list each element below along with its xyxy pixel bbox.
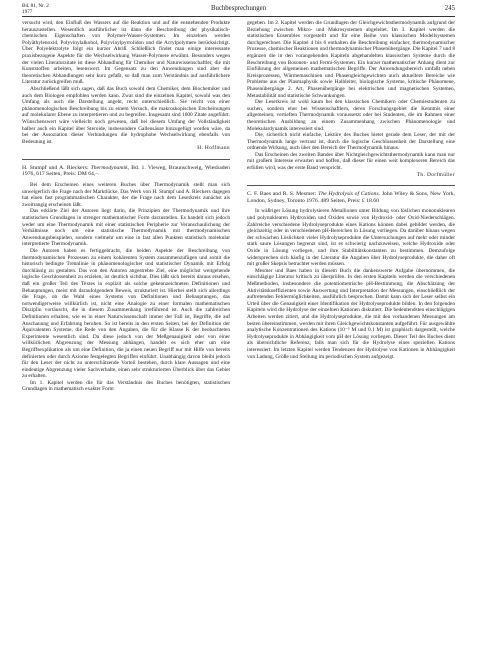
review2-paragraph: gegeben. Im 2. Kapitel werden die Grundlagen der Gleichgewichtsthermodynamik aufgrund der Beziehung zwischen Mikro- und Makrosystemen abgeleitet. Im 3. Kapitel werden die statistischen Ensembles vorgestellt und für eine Reihe von klassischen Modellsystemen durchgerechnet. Die Kapitel 4 bis 6 enthalten die Beschreibung einfacher, thermodynamischer Prozesse, chemischer Reaktionen und thermodynamischer Phasenübergänge. Die Kapitel 7 und 8 ergänzen die in den vorangehenden Kapiteln abgehandelten klassischen Systeme durch die Beschreibung von Bosonen- und Fermi-Systemen. Ein kurzer mathematischer Anhang dient zur Einführung der allgemeinen mathematischen Begriffe. Der Anwendungsbereich umfaßt neben Kreisprozessen, Wärmemaschinen und Phasengleichgewichten auch aktuellere Bereiche wie Probleme aus der Plasmaphysik sowie Halbleiter, biologische Systeme, kritische Phänomene, Phasenübergänge 2. Art, Phasenübergänge bei elektrischen und magnetischen Systemen, Metastabilität und statistische Schwankungen. xyxy=(247,20,455,99)
review2-paragraph: Bei dem Erscheinen eines weiteren Buches über Thermodynamik stellt man sich unweigerlich die Frage nach der Marktlücke. Das Werk von H. Stumpf und A. Rieckers dagegen hat einen fast programmatischen Charakter, der die Frage nach dem Leserkreis zunächst als zweitrangig erscheinen läßt. xyxy=(22,182,230,208)
review2-citation xyxy=(22,165,230,178)
right-column xyxy=(247,20,455,646)
volume-label: Bd. 81, Nr. 2 xyxy=(22,3,49,9)
review2-paragraph: Das Erscheinen des zweiten Bandes über Nichtgleichgewichtsthermodynamik kann man nur mit großem Interesse erwarten und hoffen, daß dieser für einen weit komplexeren Bereich das erfüllen wird, was der erste Band verspricht. xyxy=(247,151,455,172)
citation-authors: C. F. Baes and R. S. Mesmer: xyxy=(247,191,317,198)
review2-paragraph: Im 1. Kapitel werden die für das Verständnis des Buches benötigten, statistischen Grundlagen in mathematisch exakter Form xyxy=(22,379,230,393)
review1-paragraph: Abschließend läßt sich sagen, daß das Buch sowohl dem Chemiker, dem Biochemiker und auch dem Biologen empfohlen werden kann. Zwar sind die einzelnen Kapitel, sowohl was den Umfang als auch die Darstellung angeht, recht unterschiedlich. Sie reicht von einer phänomenologischen Beschreibung bis zu einem Versuch, die makroskopischen Erscheinungen auf molekularer Ebene zu interpretieren und zu begreifen. Insgesamt sind 1600 Zitate angeführt. Wünschenswert wäre vielleicht noch gewesen, daß bei diesem Umfang der Vollständigkeit halber auch ein Kapitel über Steroide, insbesondere Gallensäure hinzugefügt worden wäre, da bei der Assoziation dieser Verbindungen die hydrophobe Wechselwirkung ebenfalls von Bedeutung ist. xyxy=(22,85,230,145)
review2-paragraph: Der Leserkreis ist wohl kaum bei den klassischen Chemikern oder Chemiestudenten zu suchen, sondern eher bei Wissenschaftlern, deren Forschungsgebiet die Kenntnis einer allgemeinen, vertieften Thermodynamik voraussetzt oder bei Studenten, die im Rahmen einer theoretischen Ausbildung an einem Zusammenhang zwischen Phänomenologie und Molekulardynamik interessiert sind. xyxy=(247,99,455,132)
reviewer-signature: H. Hoffmann xyxy=(197,145,230,152)
reviewer-signature: Th. Dorfmüller xyxy=(416,171,455,178)
review-separator xyxy=(22,159,230,160)
section-title: Buchbesprechungen xyxy=(210,5,267,12)
citation-authors: H. Stumpf und A. Rieckers: xyxy=(22,164,89,171)
citation-title: Thermodynamik, xyxy=(90,164,130,171)
review3-paragraph: In wäßriger Lösung hydrolysieren Metallionen unter Bildung von löslichen mononuklearen und polynuklearen Hydroxiden und Oxiden sowie von Hydroxid- oder Oxid-Niederschlägen. Zahlreiche verschiedene Hydrolyseprodukte eines Kations können dabei gebildet werden, die gleichzeitig oder in verschiedenen pH-Bereichen in Lösung vorliegen. Da darüber hinaus wegen der schwachen Löslichkeit vieler Hydrolyseprodukte die Untersuchungen auf mehr oder minder stark saure Lösungen begrenzt sind, ist es schwierig nachzuweisen, welche Hydroxide oder Oxide in Lösung vorliegen, und ihre Stabilitätskonstanten zu bestimmen. Demzufolge widersprechen sich häufig in der Literatur die Angaben über Hydrolyseprodukte, die daher oft mit großer Skepsis betrachtet werden müssen. xyxy=(247,208,455,268)
page-number: 245 xyxy=(444,5,455,12)
left-column xyxy=(22,20,230,646)
review3-paragraph: Mesmer und Baes haben in diesem Buch die dankenswerte Aufgabe übernommen, die einschlägige Literatur kritisch zu überprüfen. In den ersten Kapiteln werden die verschiedenen Meßmethoden, insbesondere die potentiometrische pH-Bestimmung, die Abschätzung der Aktivitätskoeffizienten sowie Auswertung und Interpretation der Messungen, einschließlich der auftretenden Fehlermöglichkeiten, ausführlich besprochen. Damit kann sich der Leser selbst ein Urteil über die Genauigkeit einer Identifikation der Hydrolyseprodukte bilden. In den folgenden Kapiteln wird die Hydrolyse der einzelnen Kationen diskutiert. Die bedeutendsten einschlägigen Arbeiten werden zitiert, und die Hydrolyseprodukte, die mit den vorhandenen Messungen am besten übereinstimmen, werden mit ihren Gleichgewichtskonstanten aufgeführt. Für ausgewählte analytische Konzentrationen des Kations (10⁻⁵ M und 0.1 M) ist graphisch dargestellt, welche Hydrolyseprodukte in Abhängigkeit vom pH der Lösung vorliegen. Dieser Teil des Buches dient als übersichtliche Referenz, falls man sich für die Hydrolyse eines speziellen Kations interessiert. Im letzten Kapitel werden Tendenzen der Hydrolyse von Kationen in Abhängigkeit von Ladung, Größe und Stellung im periodischen System aufgezeigt. xyxy=(247,267,455,360)
review2-paragraph: Die Autoren haben es fertiggebracht, die beiden Aspekte der Beschreibung von thermodynamischen Prozessen zu einem kohärenten System zusammenzufügen und somit die historisch bedingte Trennlinie in phänomenologischer und statistischer Dynamik mit Erfolg durchlässig zu gestalten. Das von den Autoren angestrebte Ziel, eine möglichst weitgehende logische Geschlossenheit zu erzielen, ist deutlich sichtbar. Dies läßt sich bereits daraus ersehen, daß ein großer Teil des Textes in explizit als solche gekennzeichneten Definitionen und Behauptungen, meist mit daraufolgendem Beweis, strukturiert ist. Hierbei stellt sich allerdings die Frage, ob die Wahl eines Systems von Definitionen und Behauptungen, das notwendigerweise willkürlich ist, nicht eine Analogie zu einer formalen mathematischen Disziplin vortäuscht, die in diesem Zusammenhang irreführend ist. Auch die zahlreichen Definitionen erhalten, wie es in einer Naturwissenschaft immer der Fall ist, Begriffe, die auf Anschauung und Erfahrung beruhen. So ist bereits in den ersten Seiten, bei der Definition der Äquivalenten Systeme, die Rede von den Angaben, die für die Klasse K der beobachteten Experimente wesentlich sind. Da diese jedoch von der Meßgenauigkeit oder von einer willkürlichen Abgrenzung der Messung abhängen, handelt es sich eher um eine Begriffsexplikation als um eine Definition, die ja einen neuen Begriff nur mit Hilfe von bereits definierten oder durch Axiome festgelegten Begriffen einführt. Unabhängig davon bleibt jedoch für den Leser der nicht zu unterschätzende Vorteil bestehen, durch klare Aussagen und eine eindeutige Abgrenzung vieler Sachverhalte, einen sehr strukturierten Überblick über das Gebiet zu erhalten. xyxy=(22,248,230,380)
review3-citation xyxy=(247,191,455,204)
citation-details: Bd. 1. Vieweg, Braunschweig, Wiesbaden 1976, 617 Seiten, Preis: DM 64,–. xyxy=(22,164,230,178)
citation-details: John Wiley & Sons, New York, London, Sydney, Toronto 1976. 489 Seiten, Preis: £ 18.60 xyxy=(247,191,455,204)
review2-paragraph: Die, sicherlich nicht einfache, Lektüre des Buches bietet gerade dem Leser, der mit der Thermodynamik lange vertraut ist, durch die logische Geschlossenheit der Darstellung eine ordnende Wirkung, auch über den Bereich der Thermodynamik hinaus. xyxy=(247,132,455,152)
review-separator xyxy=(247,185,455,186)
year-label: 1977 xyxy=(22,8,33,15)
citation-title: The Hydrolysis of Cations. xyxy=(318,191,381,198)
header-rule xyxy=(22,16,455,17)
page-header xyxy=(22,4,455,20)
review1-paragraph: versucht wird, den Einfluß des Wassers auf die Reaktion und auf die entstehenden Produkte herauszustellen. Wesentlich ausführlicher ist dann die Beschreibung der physikalisch-chemischen Eigenschaften von Polymer-Wasser-Systemen. Im einzelnen werden Polyäthylenoxid, Polyvinylalkohol, Polyvinylpyrrolidon und die Acrylpolymere berücksichtigt. Über Polyelektrolyte folgt ein kurzer Abriß. Schließlich findet man einige interessante praxisbezogene Aspekte für die Wechselwirkung Wasser-Polymere erwähnt. Besonders wegen der vielen Literaturzitate ist diese Abhandlung für Chemiker und Naturwissenschaftler, die mit Kunststoffen arbeiten, lesenswert. Im Gegensatz zu den Anwendungen sind aber die theoretischen Abhandlungen sehr kurz gefaßt, so daß man zum Verständnis auf ausführlichere Literatur zurückgreifen muß. xyxy=(22,20,230,86)
review2-paragraph: Das erklärte Ziel der Autoren liegt darin, die Prinzipien der Thermodynamik und ihre statistischen Grundlagen in strenger mathematischer Form darzustellen. Es handelt sich jedoch weder um eine Thermodynamik mit einer statistischen Peripherie zur Veranschaulichung der Verhältnisse noch um eine statistische Thermodynamik mit thermodynamischen Anwendungsbeispielen, sondern vielmehr um eine in fast allen Punkten statistisch molekular interpretierte Thermodynamik. xyxy=(22,208,230,248)
